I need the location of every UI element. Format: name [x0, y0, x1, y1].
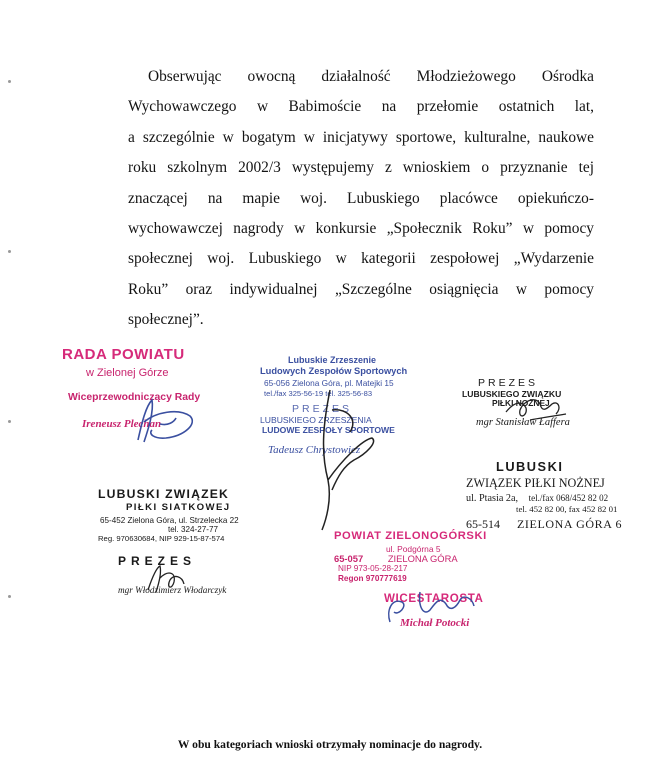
- stamp-powiat-line-code: [334, 554, 509, 565]
- stamp-lzzls-l4: tel./fax 325-56-19 tel. 325-56-83: [264, 388, 373, 398]
- stamp-lzpn-addr-telfax: tel./fax 068/452 82 02: [528, 492, 609, 503]
- stamp-lzpn-prezes-org1: LUBUSKIEGO ZWIĄZKU: [462, 388, 562, 399]
- letter-line-4: roku szkolnym 2002/3 występujemy z wnioskiem o przyznanie tej: [128, 159, 594, 177]
- stamp-powiat-code: 65-057: [334, 552, 364, 564]
- stamp-rada-place: w Zielonej Górze: [86, 366, 169, 379]
- stamp-lzpn-prezes-role: PREZES: [478, 377, 539, 389]
- signature-chrystowicz: [292, 380, 402, 540]
- stamp-lzps-l3: 65-452 Zielona Góra, ul. Strzelecka 22: [100, 516, 239, 526]
- stamp-powiat-regon: Regon 970777619: [338, 573, 407, 583]
- stamp-lzpn-addr-l4: tel. 452 82 00, fax 452 82 01: [516, 504, 618, 515]
- stamp-lzpn-addr-l1: LUBUSKI: [496, 459, 564, 474]
- footer-note: W obu kategoriach wnioski otrzymały nominacje do nagrody.: [177, 738, 483, 751]
- stamp-powiat-role: WICESTAROSTA: [384, 591, 484, 605]
- stamp-lzps-role: PREZES: [118, 554, 197, 569]
- signature-potocki: [380, 582, 490, 642]
- stamp-powiat-title: POWIAT ZIELONOGÓRSKI: [334, 530, 487, 542]
- letter-body: [128, 62, 594, 336]
- stamp-rada-title: RADA POWIATU: [62, 346, 185, 363]
- letter-line-1: Obserwując owocną działalność Młodzieżowego Ośrodka: [148, 68, 594, 85]
- scan-speck: [8, 595, 11, 598]
- letter-line-5: znaczącej na mapie woj. Lubuskiego placówce opiekuńczo-: [128, 189, 594, 207]
- stamp-lzzls-l2: Ludowych Zespołów Sportowych: [260, 366, 408, 377]
- letter-line-9: społecznej”.: [128, 311, 204, 329]
- stamp-lzpn-prezes-name: mgr Stanisław Łaffera: [476, 416, 570, 428]
- scan-speck: [8, 420, 11, 423]
- stamp-lzpn-prezes-org2: PIŁKI NOŻNEJ: [492, 398, 550, 409]
- stamp-lzps-l5: Reg. 970630684, NIP 929-15-87-574: [98, 533, 225, 543]
- stamp-lzzls-org2: LUDOWE ZESPOŁY SPORTOWE: [262, 424, 395, 435]
- stamp-lzps-l4: tel. 324-27-77: [168, 525, 218, 535]
- stamp-lzzls-l3: 65-056 Zielona Góra, pl. Matejki 15: [264, 378, 394, 389]
- stamp-powiat-nip: NIP 973-05-28-217: [338, 564, 408, 574]
- letter-line-3: a szczególnie w bogatym w inicjatywy sportowe, kulturalne, naukowe: [128, 128, 594, 146]
- stamp-lzpn-addr-city: ZIELONA GÓRA 6: [517, 517, 623, 532]
- signature-laffera: [500, 390, 580, 430]
- stamp-lzps-l1: LUBUSKI ZWIĄZEK: [98, 487, 230, 501]
- letter-line-7: społecznej woj. Lubuskiego w kategorii zespołowej „Wydarzenie: [128, 250, 594, 268]
- stamp-lzzls-role: PREZES: [292, 403, 353, 416]
- stamp-lzpn-addr-street: ul. Ptasia 2a,: [466, 492, 519, 504]
- stamp-lzpn-addr-code: 65-514: [466, 517, 500, 532]
- stamp-lzpn-addr-l3: [466, 493, 638, 504]
- letter-line-8: Roku” oraz indywidualnej „Szczególne osiągnięcia w pomocy: [128, 280, 594, 298]
- stamp-powiat-city: ZIELONA GÓRA: [387, 552, 458, 564]
- stamp-lzzls-org1: LUBUSKIEGO ZRZESZENIA: [260, 415, 372, 426]
- stamp-powiat-name: Michał Potocki: [400, 616, 470, 629]
- stamp-lzzls-name: Tadeusz Chrystowicz: [268, 444, 361, 457]
- signature-plechan: [108, 392, 218, 452]
- letter-line-2: Wychowawczego w Babimoście na przełomie ostatnich lat,: [128, 98, 594, 116]
- signature-wlodarczyk: [138, 560, 198, 600]
- stamp-lzpn-address: [448, 460, 638, 532]
- stamp-rada-name: Ireneusz Plechan: [82, 417, 162, 430]
- scan-speck: [8, 80, 11, 83]
- stamp-lzzls-l1: Lubuskie Zrzeszenie: [288, 355, 377, 365]
- stamp-lzps-name: mgr Włodzimierz Włodarczyk: [118, 584, 227, 595]
- letter-line-6: wychowawczej nagrody w konkursie „Społecznik Roku” w pomocy: [128, 219, 594, 237]
- stamp-lzpn-addr-l2: ZWIĄZEK PIŁKI NOŻNEJ: [466, 476, 605, 491]
- stamp-powiat-street: ul. Podgórna 5: [386, 543, 441, 554]
- stamp-rada-role: Wiceprzewodniczący Rady: [68, 392, 201, 404]
- stamp-lzps-l2: PIŁKI SIATKOWEJ: [126, 501, 231, 513]
- scan-speck: [8, 250, 11, 253]
